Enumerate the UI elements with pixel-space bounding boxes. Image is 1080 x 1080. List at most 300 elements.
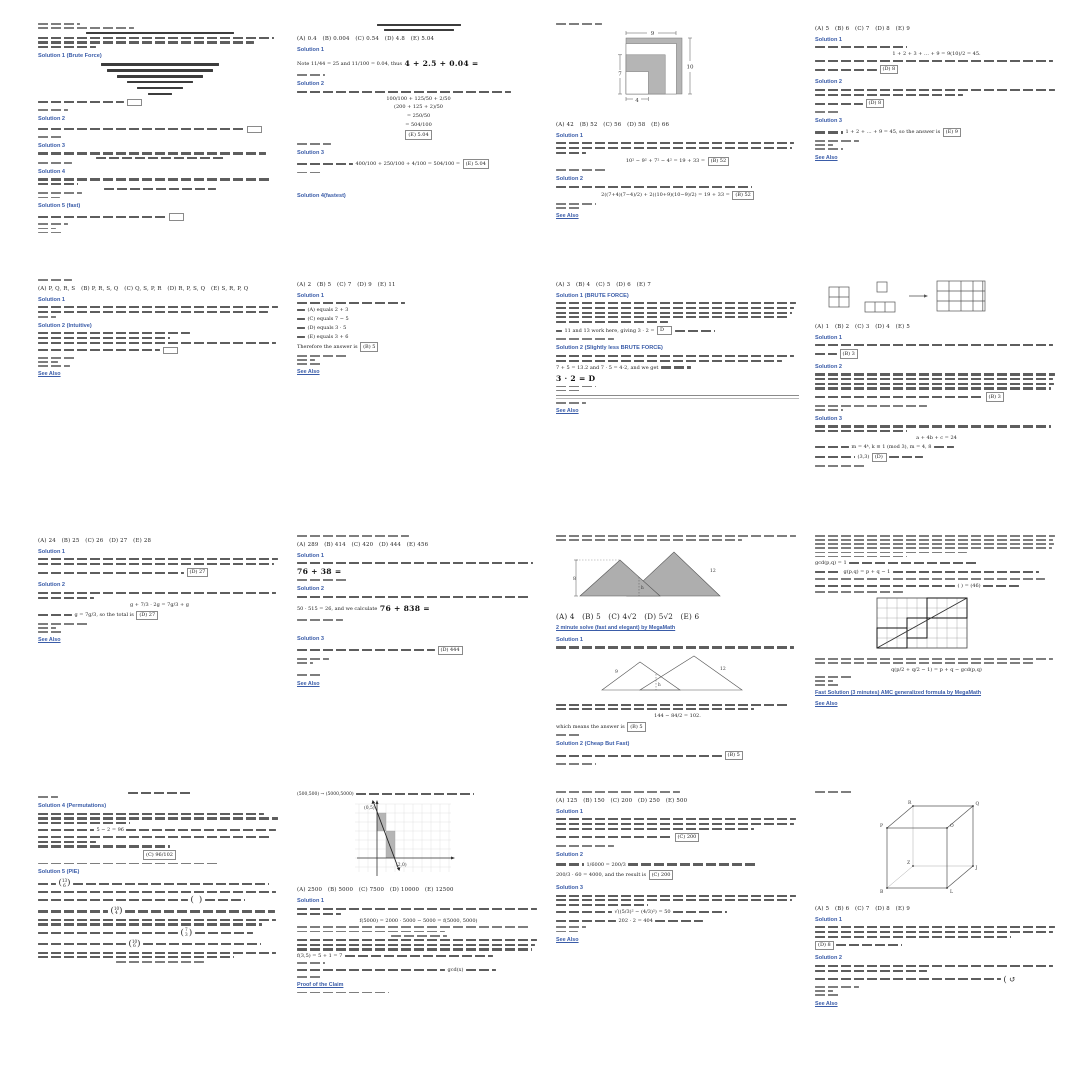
text-lines: [556, 704, 799, 711]
text-lines: [297, 24, 540, 32]
text-line: [556, 763, 596, 765]
text-bar: [556, 755, 722, 757]
text-bar: [38, 883, 56, 885]
page-thumbnail-r3c2: [287, 530, 546, 786]
math-line: [297, 56, 540, 71]
solution-heading: Solution 1: [815, 334, 843, 341]
solution-heading: Solution 1: [297, 46, 325, 53]
boxed-answer: D: [657, 326, 672, 336]
dim-label-left: 7: [618, 71, 622, 78]
text-lines: [556, 186, 799, 188]
solution-heading: Solution 3: [297, 149, 325, 156]
text-line: [297, 579, 347, 581]
text-lines: [38, 796, 281, 798]
text-line: [384, 29, 454, 32]
math-line: [38, 850, 281, 860]
wiki-link[interactable]: Fast Solution (3 minutes) AMC generalized formula by MegaMath: [815, 690, 982, 697]
text-bar: [38, 572, 184, 574]
text-line: [107, 69, 213, 72]
boxed-answer: (B) 52: [708, 157, 730, 167]
math-line: [556, 713, 799, 719]
text-bar: [38, 101, 124, 103]
math-line: [297, 792, 540, 797]
text-lines: [297, 935, 540, 937]
math-text: 1/6000 = 200/3: [586, 861, 626, 868]
text-lines: [297, 908, 540, 915]
boxed-answer: (C) 96/102: [143, 850, 176, 860]
answer-choices: (A) 2500 (B) 5000 (C) 7500 (D) 10000 (E) 12500: [297, 887, 454, 894]
answer-choices: (A) 1 (B) 2 (C) 3 (D) 4 (E) 5: [815, 323, 910, 330]
text-line: [556, 791, 680, 793]
text-lines: [556, 142, 799, 154]
triangles-outline-diagram-wrap: [596, 652, 799, 701]
wiki-link[interactable]: See Also: [556, 408, 579, 415]
height-label: h: [658, 681, 661, 687]
text-line: [556, 316, 790, 318]
math-text: (A) equals 2 + 3: [307, 307, 349, 314]
math-text: 5 − 2 = 96: [96, 827, 124, 834]
text-lines: [556, 535, 799, 541]
text-line: [38, 23, 80, 25]
text-line: [38, 631, 64, 633]
math-line: [38, 126, 281, 134]
text-line: [38, 563, 274, 565]
math-line: [297, 918, 540, 924]
text-line: [38, 37, 274, 39]
text-line: [556, 734, 580, 736]
text-lines: [38, 813, 281, 815]
wiki-link[interactable]: See Also: [38, 637, 61, 644]
text-line: [815, 111, 841, 113]
text-line: [297, 931, 445, 933]
text-line: [38, 623, 90, 625]
text-line: [38, 232, 64, 234]
cube-diagram: [871, 796, 983, 896]
boxed-answer: [127, 99, 142, 107]
text-line: [815, 970, 927, 972]
text-bar: [849, 562, 977, 564]
text-line: [815, 684, 841, 686]
math-line: [815, 51, 1058, 57]
text-bar: [815, 446, 849, 448]
wiki-link[interactable]: See Also: [815, 1000, 838, 1007]
text-bar: [297, 649, 435, 651]
math-line: [556, 909, 799, 915]
text-line: [815, 552, 967, 554]
text-line: [38, 197, 60, 199]
solution-heading: Solution 3: [815, 415, 843, 422]
wiki-link[interactable]: See Also: [297, 680, 320, 687]
solution-heading: Solution 4: [38, 168, 66, 175]
text-line: [556, 142, 794, 144]
page-thumbnail-r1c2: [287, 18, 546, 274]
text-line: [104, 188, 216, 190]
text-line: [556, 152, 586, 154]
text-line: [38, 558, 278, 560]
text-line: [815, 46, 907, 48]
math-text: f(3,5) = 5 + 1 = 7: [297, 953, 343, 960]
math-line: [556, 870, 799, 880]
math-line: [38, 99, 281, 107]
text-bar: [466, 969, 496, 971]
text-line: [556, 704, 790, 706]
text-lines: [815, 591, 1058, 593]
text-line: [556, 823, 794, 825]
math-line: [297, 316, 540, 322]
text-lines: [38, 316, 281, 318]
text-line: [297, 948, 532, 950]
boxed-answer: (E) 5.04: [405, 130, 431, 140]
binomial-coefficient: [129, 940, 141, 949]
text-lines: [38, 357, 281, 367]
math-text: (C) equals 7 − 5: [307, 315, 349, 322]
solution-heading: Solution 2 (Cheap But Fast): [556, 741, 630, 748]
text-line: [815, 535, 1055, 537]
text-lines: [815, 465, 1058, 467]
vertex-label: L: [950, 890, 953, 896]
text-line: [556, 535, 796, 537]
text-line: [86, 32, 234, 35]
boxed-answer: (B) 3: [986, 392, 1004, 402]
text-lines: [297, 579, 540, 581]
text-lines: [38, 919, 281, 926]
text-bar: [126, 829, 276, 831]
text-lines: [556, 895, 799, 907]
text-lines: [556, 338, 799, 340]
math-expression: 3 · 2 = D: [556, 373, 596, 383]
paren-left: (: [58, 878, 62, 889]
text-lines: [815, 140, 1058, 150]
text-line: [815, 405, 927, 407]
math-text: 2((7+4)(7−4)/2) + 2((10+9)(10−9)/2) = 19 + 33 =: [601, 192, 730, 199]
solution-heading: Solution 4 (Permutations): [38, 803, 107, 810]
text-bar: [38, 216, 166, 218]
text-line: [137, 87, 183, 90]
text-line: [815, 378, 1053, 380]
text-lines: [815, 111, 1058, 113]
boxed-answer: (C) 200: [649, 870, 674, 880]
text-bar: [297, 327, 305, 329]
math-line: [297, 601, 540, 616]
text-line: [556, 321, 668, 323]
text-line: [815, 931, 1053, 933]
solution-heading: Solution 1: [556, 132, 584, 139]
text-bar: [815, 69, 877, 71]
text-bar: [675, 330, 715, 332]
page-thumbnail-r1c3: [546, 18, 805, 274]
math-line: [556, 365, 799, 371]
solution-heading: Solution 5 (fast): [38, 203, 81, 210]
math-text: m = 4ᵏ, k ≡ 1 (mod 3), m = 4, 8: [851, 443, 932, 450]
grid-diagonal-diagram-wrap: [875, 596, 1058, 655]
text-lines: [38, 279, 281, 281]
math-text: which means the answer is: [556, 723, 625, 730]
text-line: [96, 157, 224, 159]
text-lines: [815, 578, 1058, 580]
text-line: [38, 817, 278, 819]
text-bar: [815, 585, 955, 587]
text-bar: [38, 349, 160, 351]
boxed-answer-row: [297, 130, 540, 140]
text-bar: [356, 793, 474, 795]
mountains-diagram-wrap: [572, 544, 799, 607]
text-bar: [297, 969, 445, 971]
solution-heading: Solution 2: [815, 79, 843, 86]
text-line: [815, 926, 1055, 928]
text-bar: [297, 309, 305, 311]
text-lines: [815, 965, 1058, 972]
math-text: q(p/2 + q/2 − 1) = p + q − gcd(p,q): [891, 667, 982, 673]
text-lines: [556, 23, 799, 25]
text-lines: [556, 302, 799, 323]
text-bar: [297, 318, 305, 320]
text-line: [38, 592, 276, 594]
math-text: gcd(p,q) = 1: [815, 560, 847, 567]
solution-heading: Solution 2: [297, 586, 325, 593]
answer-choices: (A) 0.4 (B) 0.004 (C) 0.54 (D) 4.8 (E) 5.04: [297, 35, 435, 42]
text-lines: [38, 223, 281, 233]
text-bar: [297, 163, 353, 165]
text-lines: [556, 386, 799, 388]
wiki-link[interactable]: See Also: [556, 936, 579, 943]
text-lines: [38, 891, 281, 893]
math-text: 7 + 5 = 13.2 and 7 · 5 = 4·2, and we get: [556, 364, 659, 371]
text-lines: [38, 961, 281, 963]
solution-heading: Solution 3: [815, 118, 843, 125]
math-line: [556, 191, 799, 201]
vertex-label: Z: [907, 861, 911, 867]
page-thumbnail-r4c4: [805, 786, 1064, 1042]
text-line: [297, 939, 537, 941]
text-lines: [38, 952, 281, 959]
text-lines: [297, 658, 540, 664]
paren-right: ): [198, 894, 203, 905]
text-bar: [556, 863, 584, 865]
boxed-answer: (B) 5: [627, 722, 645, 732]
solution-heading: Solution 2: [815, 363, 843, 370]
text-line: [297, 359, 315, 361]
text-line: [116, 961, 204, 963]
boxed-answer: (B) 3: [840, 349, 858, 359]
paren-right: ): [188, 927, 193, 938]
point-label-top: (0,5): [364, 805, 375, 811]
text-bar: [655, 920, 703, 922]
nested-squares-diagram: [608, 28, 708, 112]
math-line: [38, 347, 281, 355]
text-line: [297, 992, 389, 994]
solution-heading: Solution 5 (PIE): [38, 869, 80, 876]
text-lines: [297, 172, 540, 174]
page-thumbnail-r2c1: [28, 274, 287, 530]
math-line: [297, 967, 540, 973]
text-line: [38, 311, 268, 313]
text-lines: [297, 562, 540, 564]
text-line: [815, 936, 1011, 938]
text-line: [815, 465, 867, 467]
text-line: [148, 93, 172, 96]
math-text: = 504/100: [405, 121, 432, 128]
answer-choices: (A) 5 (B) 6 (C) 7 (D) 8 (E) 9: [815, 25, 910, 32]
text-line: [38, 109, 68, 111]
text-line: [815, 986, 859, 988]
text-line: [556, 899, 792, 901]
text-lines: [297, 91, 540, 93]
solution-heading: Solution 2: [556, 851, 584, 858]
spacer: [297, 666, 540, 672]
math-line: [38, 907, 281, 916]
text-line: [556, 312, 792, 314]
text-line: [297, 662, 313, 664]
text-line: [38, 627, 56, 629]
text-bar: [38, 829, 94, 831]
wiki-link[interactable]: Proof of the Claim: [297, 982, 344, 989]
text-line: [556, 386, 596, 388]
text-line: [815, 662, 1033, 664]
text-line: [297, 143, 331, 145]
math-line: [815, 560, 1058, 566]
text-bar: [73, 883, 269, 885]
text-line: [815, 578, 1045, 580]
text-line: [556, 646, 794, 648]
tetromino-pieces-diagram: [825, 280, 993, 314]
math-line: [38, 213, 281, 221]
dim-label-bottom: 4: [635, 98, 639, 105]
text-line: [297, 562, 533, 564]
math-text: 100/100 + 125/50 + 2/50: [386, 95, 451, 102]
text-line: [38, 923, 262, 925]
text-bar: [889, 456, 923, 458]
text-line: [38, 956, 234, 958]
text-lines: [556, 646, 799, 648]
math-text: Therefore the answer is: [297, 344, 358, 351]
text-line: [556, 539, 742, 541]
answer-choices: (A) 4 (B) 5 (C) 4√2 (D) 5√2 (E) 6: [556, 611, 700, 621]
text-line: [38, 41, 254, 43]
wiki-link[interactable]: See Also: [297, 369, 320, 376]
text-line: [38, 337, 170, 339]
text-line: [815, 60, 1053, 62]
math-line: [815, 99, 1058, 109]
text-line: [815, 140, 859, 142]
math-line: [815, 444, 1058, 450]
math-line: [556, 833, 799, 843]
text-lines: [297, 535, 540, 537]
wiki-link[interactable]: See Also: [38, 371, 61, 378]
solution-heading: Solution 3: [38, 142, 66, 149]
text-bar: [815, 353, 837, 355]
math-text: 144 − 84/2 = 102.: [654, 713, 701, 720]
text-lines: [297, 355, 540, 365]
boxed-answer: (D): [872, 453, 887, 463]
text-line: [556, 338, 614, 340]
text-bar: [815, 978, 1001, 980]
text-line: [815, 344, 1053, 346]
dim-label-right: 10: [686, 64, 694, 71]
text-lines: [38, 109, 281, 111]
text-line: [556, 360, 782, 362]
solution-heading: Solution 1: [815, 36, 843, 43]
binomial-coefficient: [111, 907, 123, 916]
text-bar: [556, 330, 562, 332]
math-line: [556, 157, 799, 167]
boxed-answer: (D) 8: [866, 99, 885, 109]
solution-heading: Solution 3: [556, 884, 584, 891]
math-line: [38, 928, 281, 937]
wiki-link[interactable]: 2 minute solve (fast and elegant) by MegaMath: [556, 625, 676, 632]
text-lines: [815, 986, 1058, 996]
wiki-link[interactable]: See Also: [815, 154, 838, 161]
text-line: [128, 792, 192, 794]
text-line: [391, 935, 447, 937]
text-line: [297, 91, 511, 93]
wiki-link[interactable]: See Also: [556, 213, 579, 220]
text-line: [38, 316, 56, 318]
text-lines: [556, 845, 799, 847]
math-text: f(5000) = 2000 · 5000 − 5000 = f(5000, 5000): [359, 917, 478, 924]
page-thumbnail-r3c4: [805, 530, 1064, 786]
text-line: [38, 342, 276, 344]
math-text: (500,500) → (5000,5000): [297, 791, 354, 797]
binom-top: 10: [131, 938, 138, 944]
text-lines: [38, 178, 281, 185]
binom-bottom: 3: [184, 931, 188, 937]
text-line: [297, 172, 323, 174]
page-thumbnail-r4c3: [546, 786, 805, 1042]
text-bar: [38, 128, 244, 130]
math-line: [38, 879, 281, 888]
text-line: [38, 919, 276, 921]
text-line: [297, 658, 329, 660]
text-bar: [38, 614, 72, 616]
text-line: [38, 361, 58, 363]
text-line: [556, 169, 608, 171]
solution-heading: Solution 1: [297, 552, 325, 559]
wiki-link[interactable]: See Also: [815, 701, 838, 708]
text-line: [38, 183, 78, 185]
text-line: [815, 994, 841, 996]
text-line: [815, 425, 1051, 427]
solution-heading: Solution 2 (Slightly less BRUTE FORCE): [556, 345, 663, 352]
paren-right: ): [137, 939, 141, 950]
math-line: [556, 862, 799, 868]
text-line: [815, 990, 833, 992]
text-lines: [556, 791, 799, 793]
text-bar: [836, 944, 902, 946]
text-lines: [38, 592, 281, 599]
boxed-answer: (E) 9: [943, 128, 961, 138]
text-line: [556, 23, 602, 25]
text-lines: [297, 596, 540, 598]
solution-heading: Solution 1: [297, 898, 325, 905]
text-line: [297, 355, 349, 357]
side-label-right: 12: [720, 666, 726, 672]
math-line: [815, 349, 1058, 359]
text-line: [38, 836, 270, 838]
text-bar: [556, 911, 612, 913]
text-bar: [38, 910, 108, 912]
text-bar: [38, 899, 188, 901]
page-thumbnail-r3c1: [28, 530, 287, 786]
text-lines: [38, 136, 281, 138]
text-lines: [556, 763, 799, 765]
boxed-answer: (B) 52: [732, 191, 754, 201]
text-line: [38, 813, 264, 815]
text-line: [556, 207, 582, 209]
math-line: [815, 583, 1058, 589]
math-text: (200 + 125 + 2)/50: [394, 104, 443, 111]
math-expression: 4 + 2.5 + 0.04 =: [404, 59, 479, 69]
text-line: [38, 162, 72, 164]
